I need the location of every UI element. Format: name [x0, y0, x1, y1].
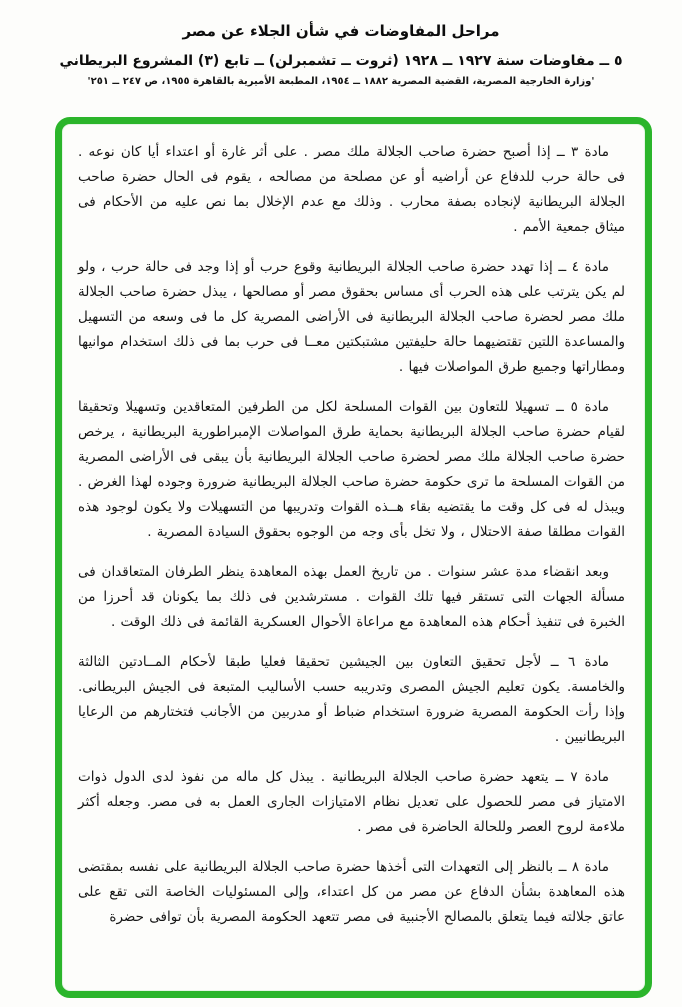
- article-6-paragraph: مادة ٦ ــ لأجل تحقيق التعاون بين الجيشين تحقيقا فعليا طبقا لأحكام المــادتين الثالثة والخامسة. يكون تعليم الجيش المصرى وتدريبه حسب الأساليب المتبعة فى الجيش البريطانى. وإذا رأت الحكومة المصرية ضرورة استخدام ضباط أو مدربين من الأجانب فتختارهم من الرعايا البريطانيين .: [78, 654, 625, 745]
- source-citation: 'وزارة الخارجية المصرية، القضية المصرية ١٨٨٢ ــ ١٩٥٤، المطبعة الأميرية بالقاهرة ١٩٥٥، ص ٢٤٧ ــ ٢٥١': [87, 76, 595, 87]
- page-title: مراحل المفاوضات في شأن الجلاء عن مصر: [182, 22, 500, 40]
- article-7-paragraph: مادة ٧ ــ يتعهد حضرة صاحب الجلالة البريطانية . يبذل كل ماله من نفوذ لدى الدول ذوات الامتياز فى مصر للحصول على تعديل نظام الامتيازات الجارى العمل به فى مصر. وجعله أكثر ملاءمة لروح العصر وللحالة الحاضرة فى مصر .: [78, 769, 625, 835]
- article-8-paragraph: مادة ٨ ــ بالنظر إلى التعهدات التى أخذها حضرة صاحب الجلالة البريطانية على نفسه بمقتضى هذه المعاهدة بشأن الدفاع عن مصر من كل اعتداء، وإلى المسئوليات الخاصة التى تقع على عاتق جلالته فيما يتعلق بالمصالح الأجنبية فى مصر تتعهد الحكومة المصرية بأن توافى حضرة: [78, 859, 625, 925]
- document-header: [0, 0, 682, 87]
- article-3-paragraph: مادة ٣ ــ إذا أصبح حضرة صاحب الجلالة ملك مصر . على أثر غارة أو اعتداء أيا كان نوعه . فى حالة حرب للدفاع عن أراضيه أو عن مصلحة من مصالحه ، يقوم فى الحال حضرة صاحب الجلالة البريطانية لإنجاده بصفة محارب . وذلك مع عدم الإخلال بما نص عليه من الأحكام فى ميثاق جمعية الأمم .: [78, 144, 625, 235]
- treaty-text: [62, 124, 645, 991]
- bordered-text-box: [55, 117, 652, 998]
- article-5-continuation-paragraph: وبعد انقضاء مدة عشر سنوات . من تاريخ العمل بهذه المعاهدة ينظر الطرفان المتعاقدان فى مسألة الجهات التى تستقر فيها تلك القوات . مسترشدين فى ذلك بما يكونان قد أحرزا من الخبرة فى تنفيذ أحكام هذه المعاهدة مع مراعاة الأحوال العسكرية القائمة فى ذلك الوقت .: [78, 564, 625, 630]
- article-4-paragraph: مادة ٤ ــ إذا تهدد حضرة صاحب الجلالة البريطانية وقوع حرب أو إذا وجد فى حالة حرب ، ولو لم يكن يترتب على هذه الحرب أى مساس بحقوق مصر أو مصالحها ، يبذل حضرة صاحب الجلالة ملك مصر لحضرة صاحب الجلالة البريطانية فى الأراضى المصرية كل ما فى وسعه من التسهيل والمساعدة اللتين تقتضيهما حالة حليفتين مشتبكتين معــا فى حرب بما فى ذلك استخدام موانيها ومطاراتها وجميع طرق المواصلات فيها .: [78, 259, 625, 375]
- article-5-paragraph: مادة ٥ ــ تسهيلا للتعاون بين القوات المسلحة لكل من الطرفين المتعاقدين وتسهيلا وتحقيقا لقيام حضرة صاحب الجلالة البريطانية بحماية طرق المواصلات الإمبراطورية البريطانية ، يرخص حضرة صاحب الجلالة ملك مصر لحضرة صاحب الجلالة البريطانية بأن يبقى فى الأراضى المصرية من القوات المسلحة ما ترى حكومة حضرة صاحب الجلالة البريطانية ضرورة وجوده لهذا الغرض . ويبذل له فى كل وقت ما يقتضيه بقاء هــذه القوات وتدريبها من التسهيلات ولا يكون لوجود هذه القوات مطلقا صفة الاحتلال ، ولا تخل بأى وجه من الوجوه بحقوق السيادة المصرية .: [78, 399, 625, 540]
- section-subtitle: ٥ ــ مفاوضات سنة ١٩٢٧ ــ ١٩٢٨ (ثروت ــ تشمبرلن) ــ تابع (٣) المشروع البريطاني: [59, 53, 623, 69]
